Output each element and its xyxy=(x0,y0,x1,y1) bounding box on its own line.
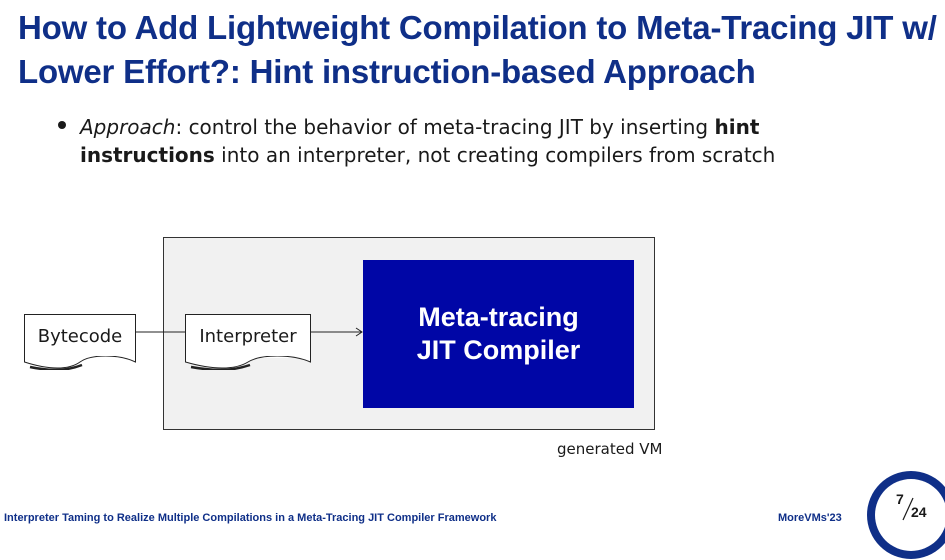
footer-title: Interpreter Taming to Realize Multiple Compilations in a Meta-Tracing JIT Compiler Framework xyxy=(4,512,497,524)
bullet-term: Approach xyxy=(80,115,176,139)
footer-venue: MoreVMs'23 xyxy=(778,512,842,524)
page-current: 7 xyxy=(896,491,904,507)
bullet-dot xyxy=(58,121,66,129)
jit-compiler-box xyxy=(363,260,634,408)
interpreter-label: Interpreter xyxy=(199,326,297,347)
bullet-part1: : control the behavior of meta-tracing JIT by inserting xyxy=(175,115,715,139)
bullet-text xyxy=(80,113,898,169)
bytecode-document-wave xyxy=(24,356,136,370)
jit-label-line1: Meta-tracing xyxy=(418,302,579,332)
interpreter-document-wave xyxy=(185,356,311,370)
interpreter-document xyxy=(185,314,311,358)
interpreter-to-jit-arrow xyxy=(311,326,365,338)
bytecode-label: Bytecode xyxy=(37,326,123,347)
page-total: 24 xyxy=(911,504,927,520)
bytecode-document xyxy=(24,314,136,358)
bullet-item xyxy=(58,113,898,169)
generated-vm-label: generated VM xyxy=(557,440,663,458)
slide-title: How to Add Lightweight Compilation to Meta-Tracing JIT w/ Lower Effort?: Hint instruction-based Approach xyxy=(18,9,937,90)
jit-label-line2: JIT Compiler xyxy=(416,335,581,365)
page-number-badge xyxy=(866,470,945,560)
bullet-part2: into an interpreter, not creating compilers from scratch xyxy=(214,143,776,167)
bullet-bold: hint instructions xyxy=(80,115,760,167)
bytecode-to-interpreter-line xyxy=(136,327,186,337)
